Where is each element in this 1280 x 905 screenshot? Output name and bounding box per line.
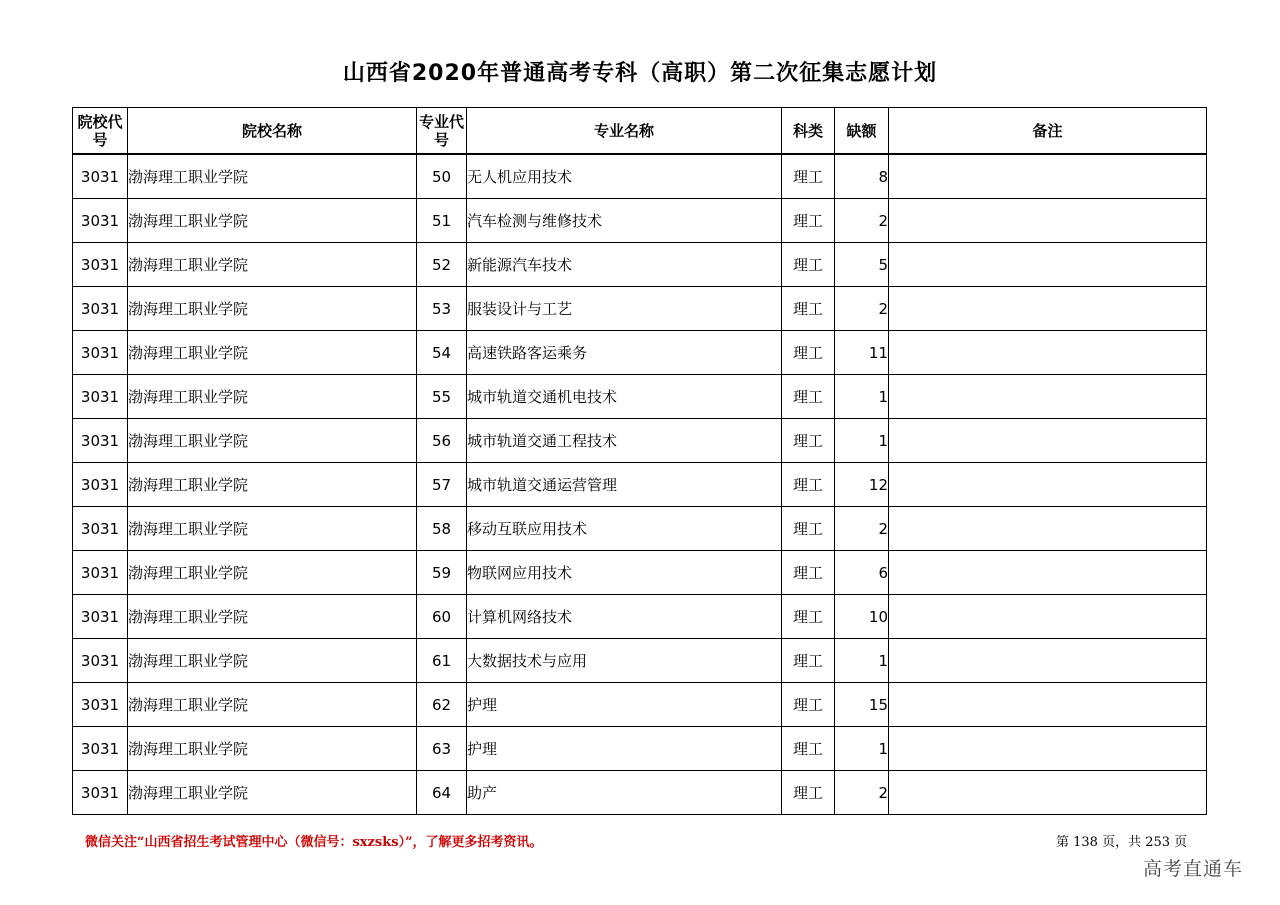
cell-quota: 1 [835,419,889,463]
cell-category: 理工 [782,287,835,331]
cell-school-name: 渤海理工职业学院 [128,463,417,507]
cell-quota: 8 [835,154,889,199]
cell-major-name: 新能源汽车技术 [467,243,782,287]
cell-remark [889,154,1207,199]
cell-category: 理工 [782,463,835,507]
cell-remark [889,727,1207,771]
cell-school-code: 3031 [73,463,128,507]
cell-school-name: 渤海理工职业学院 [128,199,417,243]
cell-school-code: 3031 [73,287,128,331]
cell-quota: 5 [835,243,889,287]
cell-category: 理工 [782,683,835,727]
cell-category: 理工 [782,331,835,375]
cell-category: 理工 [782,595,835,639]
cell-remark [889,551,1207,595]
header-school-code: 院校代号 [73,108,128,155]
table-row [73,771,1207,815]
cell-major-code: 61 [417,639,467,683]
cell-major-code: 50 [417,154,467,199]
cell-remark [889,595,1207,639]
page-title: 山西省2020年普通高考专科（高职）第二次征集志愿计划 [342,61,938,86]
cell-category: 理工 [782,639,835,683]
cell-school-code: 3031 [73,331,128,375]
cell-major-code: 64 [417,771,467,815]
cell-major-code: 56 [417,419,467,463]
cell-category: 理工 [782,154,835,199]
cell-remark [889,287,1207,331]
cell-major-name: 助产 [467,771,782,815]
header-school-name: 院校名称 [128,108,417,155]
table-row [73,507,1207,551]
cell-remark [889,683,1207,727]
cell-school-code: 3031 [73,375,128,419]
cell-major-name: 高速铁路客运乘务 [467,331,782,375]
cell-major-code: 63 [417,727,467,771]
cell-major-name: 大数据技术与应用 [467,639,782,683]
cell-school-name: 渤海理工职业学院 [128,595,417,639]
cell-category: 理工 [782,243,835,287]
cell-school-name: 渤海理工职业学院 [128,419,417,463]
cell-major-code: 57 [417,463,467,507]
table-row [73,683,1207,727]
cell-quota: 12 [835,463,889,507]
cell-remark [889,507,1207,551]
cell-quota: 1 [835,727,889,771]
table-row [73,595,1207,639]
cell-category: 理工 [782,771,835,815]
cell-quota: 15 [835,683,889,727]
cell-major-code: 60 [417,595,467,639]
cell-major-code: 53 [417,287,467,331]
watermark: 高考直通车 [1143,858,1244,880]
cell-remark [889,375,1207,419]
cell-school-code: 3031 [73,551,128,595]
cell-major-name: 城市轨道交通机电技术 [467,375,782,419]
cell-school-name: 渤海理工职业学院 [128,243,417,287]
cell-school-code: 3031 [73,507,128,551]
plan-table [72,107,1207,815]
cell-school-name: 渤海理工职业学院 [128,639,417,683]
cell-school-code: 3031 [73,419,128,463]
cell-school-name: 渤海理工职业学院 [128,331,417,375]
cell-major-name: 护理 [467,683,782,727]
cell-remark [889,331,1207,375]
table-row [73,639,1207,683]
cell-major-name: 物联网应用技术 [467,551,782,595]
table-row [73,199,1207,243]
cell-category: 理工 [782,199,835,243]
cell-major-name: 城市轨道交通工程技术 [467,419,782,463]
cell-school-name: 渤海理工职业学院 [128,507,417,551]
cell-quota: 1 [835,639,889,683]
cell-remark [889,419,1207,463]
cell-school-name: 渤海理工职业学院 [128,727,417,771]
cell-quota: 10 [835,595,889,639]
table-row [73,375,1207,419]
header-remark: 备注 [889,108,1207,155]
cell-major-code: 59 [417,551,467,595]
table-row [73,331,1207,375]
cell-major-name: 汽车检测与维修技术 [467,199,782,243]
table-row [73,463,1207,507]
cell-category: 理工 [782,727,835,771]
table-row [73,551,1207,595]
cell-school-name: 渤海理工职业学院 [128,287,417,331]
cell-quota: 11 [835,331,889,375]
cell-category: 理工 [782,419,835,463]
header-major-name: 专业名称 [467,108,782,155]
cell-quota: 1 [835,375,889,419]
table-header-row [73,108,1207,155]
cell-school-code: 3031 [73,154,128,199]
cell-major-code: 62 [417,683,467,727]
cell-school-name: 渤海理工职业学院 [128,683,417,727]
cell-major-name: 移动互联应用技术 [467,507,782,551]
table-body [73,154,1207,815]
cell-major-name: 护理 [467,727,782,771]
cell-remark [889,463,1207,507]
cell-major-code: 51 [417,199,467,243]
cell-school-code: 3031 [73,727,128,771]
cell-remark [889,639,1207,683]
cell-quota: 2 [835,771,889,815]
table-row [73,419,1207,463]
header-category: 科类 [782,108,835,155]
cell-remark [889,771,1207,815]
wechat-note: 微信关注“山西省招生考试管理中心（微信号：sxzsks）”，了解更多招考资讯。 [85,835,543,850]
cell-major-code: 55 [417,375,467,419]
cell-school-name: 渤海理工职业学院 [128,375,417,419]
cell-quota: 6 [835,551,889,595]
table-row [73,243,1207,287]
cell-remark [889,199,1207,243]
cell-category: 理工 [782,551,835,595]
table-row [73,154,1207,199]
cell-school-code: 3031 [73,639,128,683]
cell-major-name: 服装设计与工艺 [467,287,782,331]
cell-category: 理工 [782,507,835,551]
cell-school-name: 渤海理工职业学院 [128,771,417,815]
cell-category: 理工 [782,375,835,419]
cell-major-code: 54 [417,331,467,375]
header-major-code: 专业代号 [417,108,467,155]
cell-school-code: 3031 [73,683,128,727]
cell-remark [889,243,1207,287]
table-row [73,287,1207,331]
cell-school-code: 3031 [73,243,128,287]
cell-quota: 2 [835,287,889,331]
cell-major-name: 无人机应用技术 [467,154,782,199]
cell-quota: 2 [835,507,889,551]
header-quota: 缺额 [835,108,889,155]
cell-major-code: 52 [417,243,467,287]
cell-school-name: 渤海理工职业学院 [128,551,417,595]
cell-school-code: 3031 [73,595,128,639]
cell-major-name: 城市轨道交通运营管理 [467,463,782,507]
cell-school-code: 3031 [73,771,128,815]
cell-major-code: 58 [417,507,467,551]
cell-school-code: 3031 [73,199,128,243]
table-row [73,727,1207,771]
cell-major-name: 计算机网络技术 [467,595,782,639]
page-number: 第 138 页，共 253 页 [1056,835,1188,850]
cell-school-name: 渤海理工职业学院 [128,154,417,199]
cell-quota: 2 [835,199,889,243]
